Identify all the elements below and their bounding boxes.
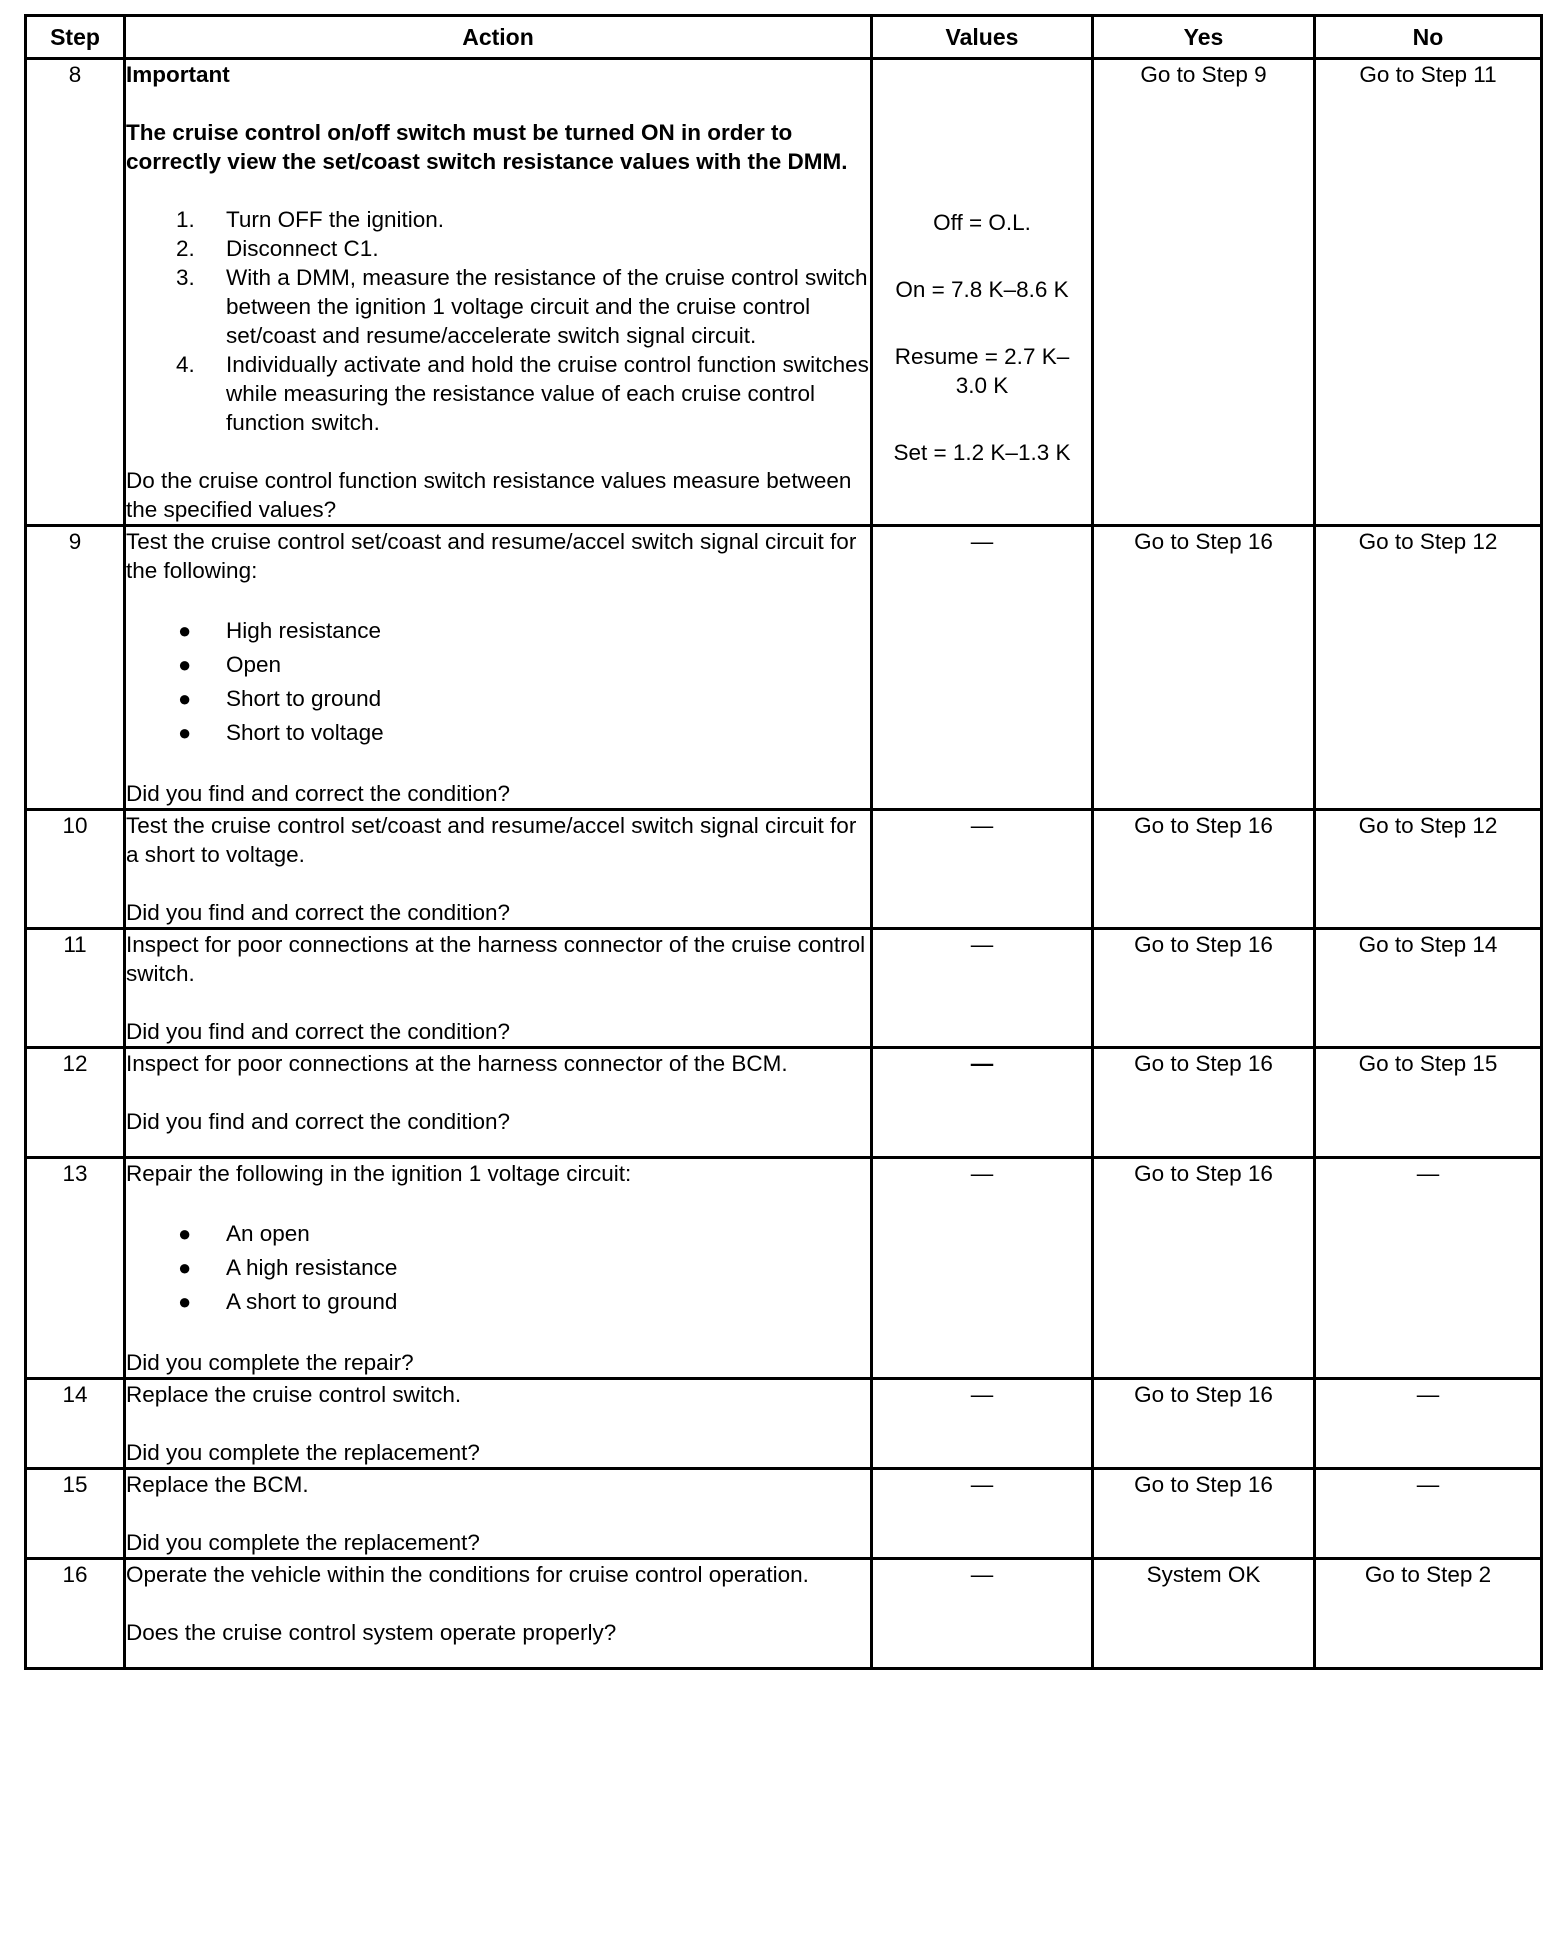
- table-row-step-8: [26, 59, 1542, 526]
- header-step: Step: [26, 16, 125, 59]
- list-item: ● A short to ground: [178, 1289, 398, 1314]
- header-no: No: [1315, 16, 1542, 59]
- step-number: 11: [26, 929, 125, 1048]
- action-cell: [125, 1379, 872, 1469]
- question-text: Did you complete the replacement?: [126, 1440, 480, 1465]
- procedure-list: [126, 205, 870, 437]
- list-item: ● Open: [178, 652, 282, 677]
- yes-cell: System OK: [1093, 1559, 1315, 1669]
- action-text: Replace the cruise control switch.: [126, 1382, 462, 1407]
- values-cell: —: [872, 1048, 1093, 1158]
- no-cell: —: [1315, 1469, 1542, 1559]
- step-number: 14: [26, 1379, 125, 1469]
- table-row-step-15: [26, 1469, 1542, 1559]
- list-item: 2. Disconnect C1.: [176, 236, 379, 261]
- action-cell: [125, 1469, 872, 1559]
- value-set: Set = 1.2 K–1.3 K: [893, 440, 1071, 465]
- yes-cell: Go to Step 16: [1093, 929, 1315, 1048]
- action-cell: [125, 929, 872, 1048]
- step-number: 13: [26, 1158, 125, 1379]
- table-row-step-13: [26, 1158, 1542, 1379]
- list-item: 3. With a DMM, measure the resistance of the cruise control switch between the ignition 1 voltage circuit and the cruise control set/coast and resume/accelerate switch signal circuit.: [176, 265, 868, 348]
- step-number: 15: [26, 1469, 125, 1559]
- action-text: Test the cruise control set/coast and resume/accel switch signal circuit for the following:: [126, 529, 857, 583]
- values-cell: —: [872, 1158, 1093, 1379]
- values-cell: —: [872, 526, 1093, 810]
- values-cell: [872, 59, 1093, 526]
- step-number: 10: [26, 810, 125, 929]
- table-row-step-9: [26, 526, 1542, 810]
- table-row-step-14: [26, 1379, 1542, 1469]
- action-cell: [125, 1158, 872, 1379]
- list-item: ● Short to ground: [178, 686, 382, 711]
- yes-cell: Go to Step 9: [1093, 59, 1315, 526]
- action-text: Inspect for poor connections at the harness connector of the BCM.: [126, 1051, 788, 1076]
- value-off: Off = O.L.: [933, 210, 1031, 235]
- step-number: 12: [26, 1048, 125, 1158]
- table-row-step-12: [26, 1048, 1542, 1158]
- no-cell: Go to Step 14: [1315, 929, 1542, 1048]
- yes-cell: Go to Step 16: [1093, 1379, 1315, 1469]
- values-cell: —: [872, 1469, 1093, 1559]
- question-text: Did you complete the replacement?: [126, 1530, 480, 1555]
- values-cell: —: [872, 1559, 1093, 1669]
- yes-cell: Go to Step 16: [1093, 1158, 1315, 1379]
- diagnostic-table: [24, 14, 1543, 1670]
- action-text: Repair the following in the ignition 1 voltage circuit:: [126, 1161, 632, 1186]
- action-cell: [125, 810, 872, 929]
- step-number: 16: [26, 1559, 125, 1669]
- yes-cell: Go to Step 16: [1093, 526, 1315, 810]
- list-item: ● A high resistance: [178, 1255, 398, 1280]
- no-cell: —: [1315, 1158, 1542, 1379]
- no-cell: —: [1315, 1379, 1542, 1469]
- list-item: ● An open: [178, 1221, 310, 1246]
- action-text: Test the cruise control set/coast and resume/accel switch signal circuit for a short to voltage.: [126, 813, 857, 867]
- important-title: Important: [126, 62, 230, 87]
- question-text: Did you find and correct the condition?: [126, 1019, 510, 1044]
- values-cell: —: [872, 810, 1093, 929]
- no-cell: Go to Step 11: [1315, 59, 1542, 526]
- table-row-step-10: [26, 810, 1542, 929]
- values-cell: —: [872, 929, 1093, 1048]
- action-cell: [125, 59, 872, 526]
- yes-cell: Go to Step 16: [1093, 810, 1315, 929]
- action-text: Operate the vehicle within the conditions for cruise control operation.: [126, 1562, 809, 1587]
- question-text: Did you find and correct the condition?: [126, 781, 510, 806]
- list-item: 1. Turn OFF the ignition.: [176, 207, 445, 232]
- table-row-step-16: [26, 1559, 1542, 1669]
- value-resume: Resume = 2.7 K–3.0 K: [894, 344, 1070, 398]
- action-cell: [125, 526, 872, 810]
- header-action: Action: [125, 16, 872, 59]
- question-text: Did you complete the repair?: [126, 1350, 414, 1375]
- action-cell: [125, 1048, 872, 1158]
- question-text: Did you find and correct the condition?: [126, 1109, 510, 1134]
- list-item: 4. Individually activate and hold the cruise control function switches while measuring the resistance value of each cruise control function switch.: [176, 352, 869, 435]
- list-item: ● High resistance: [178, 618, 382, 643]
- header-values: Values: [872, 16, 1093, 59]
- question-text: Did you find and correct the condition?: [126, 900, 510, 925]
- no-cell: Go to Step 2: [1315, 1559, 1542, 1669]
- question-text: Do the cruise control function switch resistance values measure between the specified values?: [126, 468, 852, 522]
- question-text: Does the cruise control system operate properly?: [126, 1620, 617, 1645]
- table-row-step-11: [26, 929, 1542, 1048]
- step-number: 9: [26, 526, 125, 810]
- condition-list: [126, 614, 870, 750]
- action-text: Inspect for poor connections at the harness connector of the cruise control switch.: [126, 932, 866, 986]
- values-cell: —: [872, 1379, 1093, 1469]
- no-cell: Go to Step 12: [1315, 526, 1542, 810]
- no-cell: Go to Step 12: [1315, 810, 1542, 929]
- action-text: Replace the BCM.: [126, 1472, 309, 1497]
- important-text: The cruise control on/off switch must be turned ON in order to correctly view the set/coast switch resistance values with the DMM.: [126, 120, 848, 174]
- header-yes: Yes: [1093, 16, 1315, 59]
- no-cell: Go to Step 15: [1315, 1048, 1542, 1158]
- step-number: 8: [26, 59, 125, 526]
- action-cell: [125, 1559, 872, 1669]
- value-on: On = 7.8 K–8.6 K: [895, 277, 1069, 302]
- yes-cell: Go to Step 16: [1093, 1469, 1315, 1559]
- list-item: ● Short to voltage: [178, 720, 384, 745]
- repair-list: [126, 1217, 870, 1319]
- header-row: [26, 16, 1542, 59]
- yes-cell: Go to Step 16: [1093, 1048, 1315, 1158]
